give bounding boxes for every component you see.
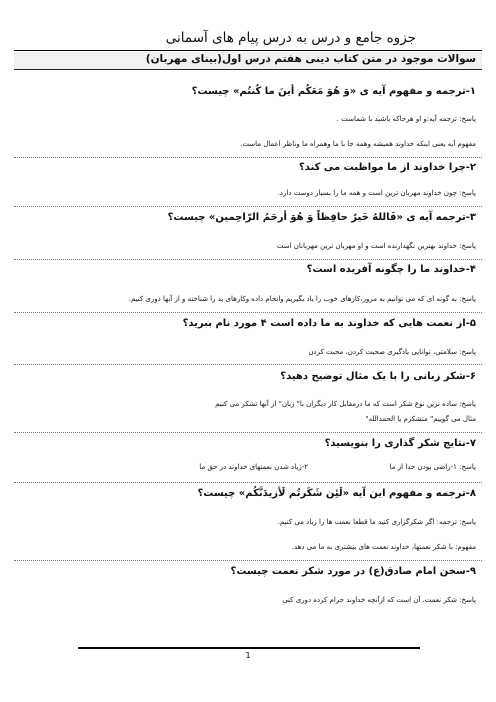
question-8: ۸-ترجمه و مفهوم این آیه «لَئِن شَکَرتُم لَأزیدَنَّکُم» چیست؟ — [197, 488, 476, 499]
answer-5: پاسخ: سلامتی، توانایی یادگیری صحبت کردن، محبت کردن — [308, 348, 476, 356]
answer-1-line-2: مفهوم آیه یعنی اینکه خداوند همیشه وهمه جا با ما وهمراه ما وناظر اعمال ماست. — [240, 140, 476, 148]
section-banner — [14, 52, 482, 70]
divider — [14, 482, 482, 483]
divider — [14, 206, 482, 207]
divider — [14, 312, 482, 313]
divider — [14, 364, 482, 365]
title-divider — [14, 50, 482, 51]
question-9: ۹-سخن امام صادق(ع) در مورد شکر نعمت چیست؟ — [230, 566, 476, 577]
divider — [14, 560, 482, 561]
page-title: جزوه جامع و درس به درس پیام های آسمانی — [165, 30, 416, 46]
question-4: ۴-خداوند ما را چگونه آفریده است؟ — [306, 264, 476, 275]
page-number: 1 — [245, 651, 251, 660]
answer-8-line-1: پاسخ: ترجمه: اگر شکرگزاری کنید ما قطعا نعمت ها را زیاد می کنیم. — [277, 518, 476, 526]
footer-divider — [78, 647, 420, 649]
answer-4: پاسخ: به گونه ای که می توانیم به مرور،کارهای خوب را یاد بگیریم وانجام داده وکارهای بد را شناخته و از آنها دوری کنیم. — [128, 295, 476, 303]
divider — [14, 157, 482, 158]
answer-7-item-2: ۲-زیاد شدن نعمتهای خداوند در حق ما — [199, 463, 308, 471]
question-7: ۷-نتایج شکر گذاری را بنویسید؟ — [324, 438, 476, 449]
question-1: ۱-ترجمه و مفهوم آیه ی «وَ هُوَ مَعَکُم أینَ ما کُنتُم» چیست؟ — [191, 86, 476, 97]
answer-1-line-1: پاسخ: ترجمه آیه:و او هرجاکه باشید با شماست . — [336, 115, 476, 123]
answer-9: پاسخ: شکر نعمت، آن است که ازآنچه خداوند حرام کرده دوری کنی — [282, 596, 476, 604]
answer-6-line-1: پاسخ: ساده ترین نوع شکر است که ما درمقابل کار دیگران با" زبان" از آنها تشکر می کنیم — [215, 400, 476, 408]
divider — [14, 432, 482, 433]
section-title: سوالات موجود در متن کتاب دینی هفتم درس اول(بینای مهربان) — [145, 53, 476, 65]
answer-2: پاسخ: چون خداوند مهربان ترین است و همه ما را بسیار دوست دارد. — [277, 189, 476, 197]
answer-3: پاسخ: خداوند بهترین نگهدارنده است و او مهربان ترین مهربانان است — [276, 242, 476, 250]
divider — [14, 259, 482, 260]
question-3: ۳-ترجمه آیه ی «فَاللهُ خَیرٌ حافِظاً وَ هُوَ أرحَمُ الرّاحِمین» چیست؟ — [167, 212, 476, 223]
question-6: ۶-شکر زبانی را با یک مثال توضیح دهید؟ — [280, 371, 476, 382]
answer-8-line-2: مفهوم: با شکر نعمتها، خداوند نعمت های بیشتری به ما می دهد. — [291, 543, 476, 551]
answer-7-item-1: پاسخ: ۱-راضی بودن خدا از ما — [389, 463, 476, 471]
question-2: ۲-چرا خداوند از ما مواظبت می کند؟ — [298, 162, 476, 173]
answer-6-line-2: مثال می گوییم" متشکرم یا الحمدالله" — [365, 415, 476, 423]
question-5: ۵-از نعمت هایی که خداوند به ما داده است ۴ مورد نام ببرید؟ — [182, 318, 476, 329]
